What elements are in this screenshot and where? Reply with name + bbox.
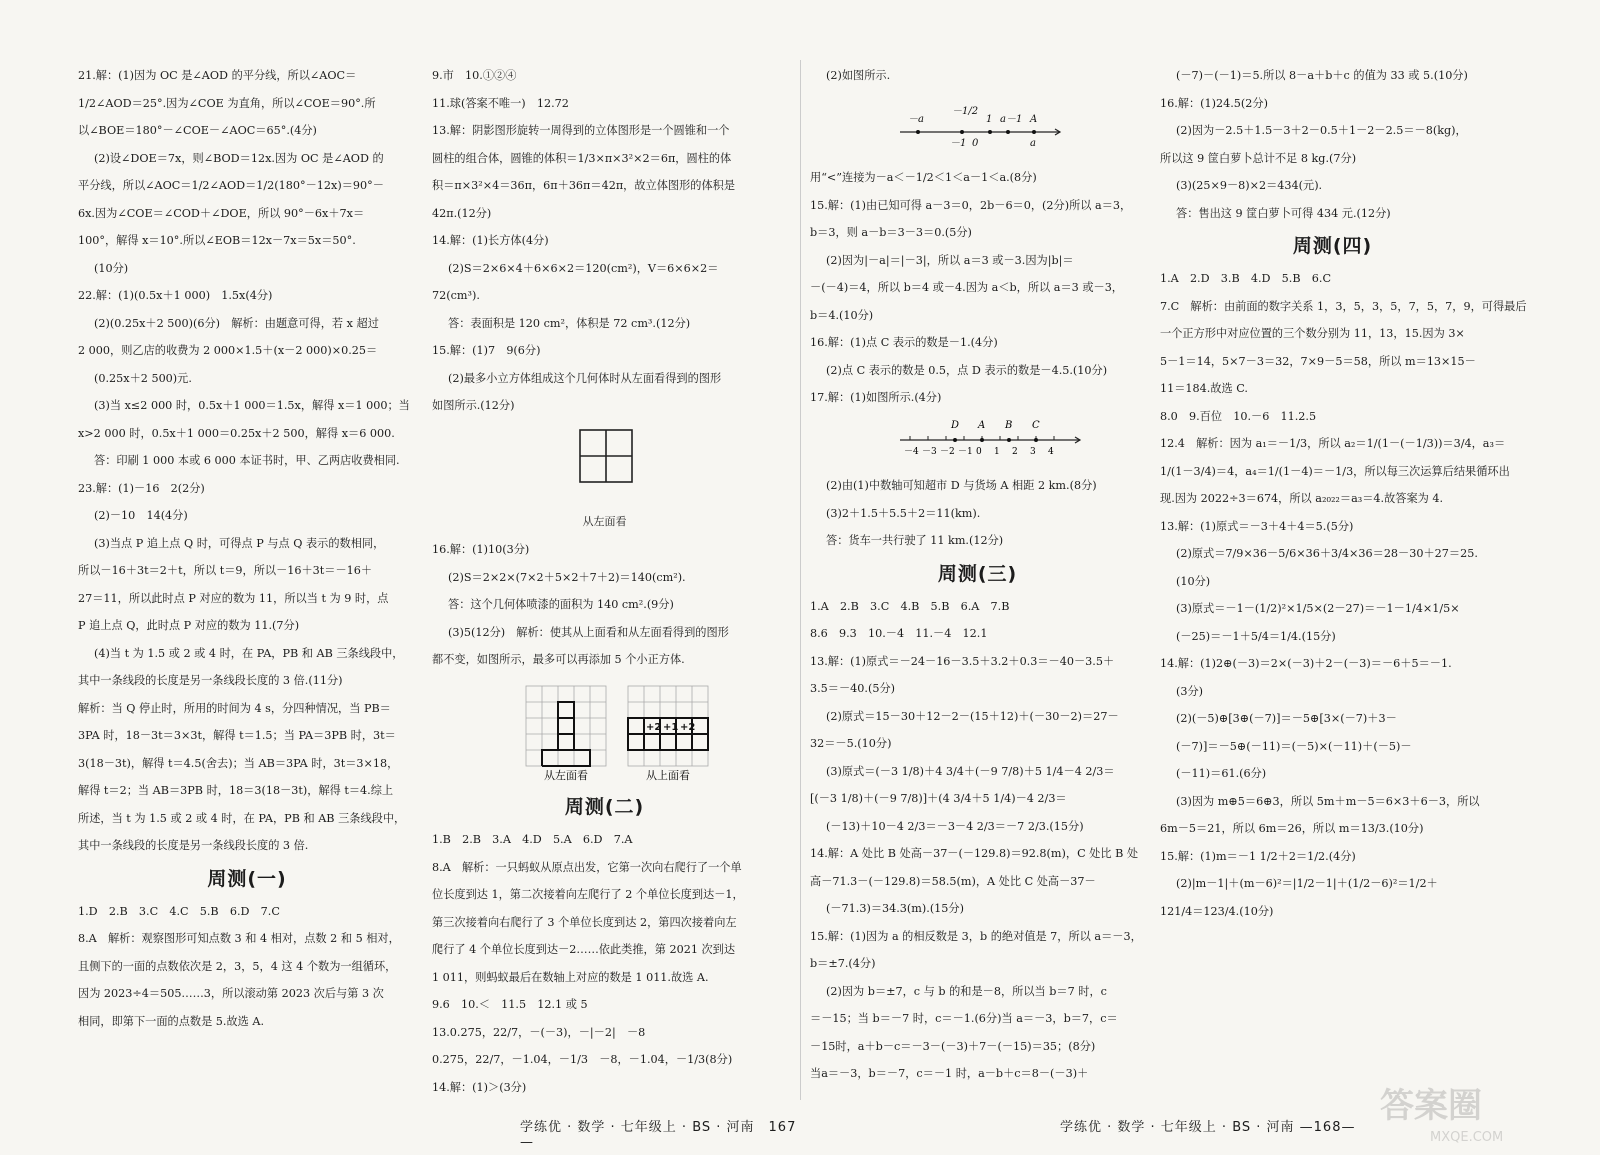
caption-left-view: 从左面看 (544, 768, 588, 782)
answer-line: 位长度到达 1，第二次接着向左爬行了 2 个单位长度到达－1， (432, 888, 744, 901)
answer-line: 1.B 2.B 3.A 4.D 5.A 6.D 7.A (432, 833, 633, 846)
answer-line: x>2 000 时，0.5x＋1 000＝0.25x＋2 500，解得 x＝6 000. (78, 426, 395, 440)
answer-line: 23.解：(1)－16 2(2分) (78, 481, 205, 495)
answer-line: 所述，当 t 为 1.5 或 2 或 4 时，在 PA，PB 和 AB 三条线段中， (78, 811, 406, 825)
answer-line: (2)S＝2×6×4＋6×6×2＝120(cm²)，V＝6×6×2＝ (448, 261, 719, 275)
answer-line: 12.4 解析：因为 a₁＝－1/3，所以 a₂＝1/(1－(－1/3))＝3/4，a₃＝ (1160, 437, 1506, 450)
nl2-point-label: B (1005, 419, 1013, 431)
answer-line: 7.C 解析：由前面的数字关系 1，3，5，3，5，7，5，7，9，可得最后 (1160, 299, 1527, 313)
answer-line: (－25)＝－1＋5/4＝1/4.(15分) (1176, 629, 1336, 643)
answer-line: (2)因为－2.5＋1.5－3＋2－0.5＋1－2－2.5＝－8(kg)， (1176, 124, 1467, 137)
nl1-tick-0: 0 (972, 137, 979, 149)
answer-line: (2)如图所示. (826, 69, 891, 82)
answer-line: (3)当 x≤2 000 时，0.5x＋1 000＝1.5x，解得 x＝1 000；当 (94, 399, 410, 412)
answer-line: 27＝11，所以此时点 P 对应的数为 11，所以当 t 为 9 时，点 (78, 591, 389, 605)
answer-line: (3)因为 m⊕5＝6⊕3，所以 5m＋m－5＝6×3＋6－3，所以 (1176, 794, 1480, 808)
answer-line: 积＝π×3²×4＝36π，6π＋36π＝42π，故立体图形的体积是 (432, 179, 736, 192)
answer-line: 都不变，如图所示，最多可以再添加 5 个小正方体. (432, 653, 685, 666)
answer-line: 1 011，则蚂蚁最后在数轴上对应的数是 1 011.故选 A. (432, 970, 709, 984)
answer-line: 当a＝－3，b＝－7，c＝－1 时，a－b＋c＝8－(－3)＋ (810, 1067, 1089, 1080)
answer-line: (2)－10 14(4分) (94, 509, 188, 522)
answer-line: (3)(25×9－8)×2＝434(元). (1176, 179, 1323, 192)
answer-lines-week-4 (1160, 265, 1527, 925)
nl2-tick-label: 0 (976, 446, 982, 457)
nl2-point (953, 438, 957, 442)
section-heading-week-4: 周测(四) (1292, 235, 1373, 257)
answer-lines (1160, 62, 1505, 227)
answer-line: (3)2＋1.5＋5.5＋2＝11(km). (826, 506, 981, 520)
answer-line: ＝－15；当 b＝－7 时，c＝－1.(6分)当 a＝－3，b＝7，c＝ (810, 1012, 1118, 1025)
answer-lines (432, 62, 777, 420)
answer-line: 所以－16＋3t＝2＋t，所以 t＝9，所以－16＋3t＝－16＋ (78, 564, 373, 577)
label-plus-1: +1 (663, 721, 679, 733)
answer-line: (－11)＝61.(6分) (1176, 767, 1267, 780)
nl2-tick-label: －3 (922, 446, 937, 457)
answer-line: 42π.(12分) (432, 206, 492, 220)
nl2-tick-label: －2 (940, 446, 955, 457)
answer-line: (3)5(12分) 解析：使其从上面看和从左面看得到的图形 (448, 625, 729, 639)
answer-line: (2)S＝2×2×(7×2＋5×2＋7＋2)＝140(cm²). (448, 570, 686, 584)
answer-line: 如图所示.(12分) (432, 399, 515, 412)
answer-line: 8.0 9.百位 10.－6 11.2.5 (1160, 409, 1317, 423)
answer-line: (2)(0.25x＋2 500)(6分) 解析：由题意可得，若 x 超过 (94, 316, 379, 330)
nl2-tick-label: －4 (904, 446, 919, 457)
answer-line: 21.解：(1)因为 OC 是∠AOD 的平分线，所以∠AOC＝ (78, 69, 357, 82)
answer-line: 相同，即第下一面的点数是 5.故选 A. (78, 1014, 265, 1028)
number-line-figure-1 (810, 90, 1145, 154)
answer-line: [(－3 1/8)＋(－9 7/8)]＋(4 3/4＋5 1/4)－4 2/3＝ (810, 792, 1067, 805)
section-heading-week-1: 周测(一) (207, 867, 287, 890)
answer-line: (－71.3)＝34.3(m).(15分) (826, 902, 964, 915)
nl2-point-label: A (978, 419, 986, 431)
nl2-point (980, 438, 984, 442)
answer-line: b＝4.(10分) (810, 308, 874, 322)
answer-line: －(－4)＝4，所以 b＝4 或－4.因为 a＜b，所以 a＝3 或－3， (810, 281, 1123, 294)
answer-line: 现.因为 2022÷3＝674，所以 a₂₀₂₂＝a₃＝4.故答案为 4. (1160, 492, 1444, 505)
caption-top-view: 从上面看 (646, 768, 690, 782)
answer-lines-week-1 (78, 898, 416, 1036)
answer-line: 0.275，22/7，－1.04，－1/3 －8，－1.04，－1/3(8分) (432, 1053, 733, 1066)
answer-line: 11.球(答案不唯一) 12.72 (432, 96, 569, 110)
added-cubes-figure (432, 680, 777, 782)
answer-line: 15.解：(1)因为 a 的相反数是 3，b 的绝对值是 7，所以 a＝－3， (810, 929, 1142, 943)
answer-line: 16.解：(1)点 C 表示的数是－1.(4分) (810, 336, 998, 349)
right-page (800, 0, 1600, 1155)
answer-lines (432, 536, 777, 674)
answer-line: 5－1＝14，5×7－3＝32，7×9－5＝58，所以 m＝13×15－ (1160, 354, 1476, 368)
nl2-tick-label: 4 (1048, 446, 1054, 457)
answer-line: 16.解：(1)24.5(2分) (1160, 96, 1268, 110)
answer-lines (810, 62, 1145, 90)
answer-line: (－13)＋10－4 2/3＝－3－4 2/3＝－7 2/3.(15分) (826, 819, 1084, 833)
section-heading-week-3: 周测(三) (937, 562, 1018, 585)
answer-line: 8.A 解析：一只蚂蚁从原点出发，它第一次向右爬行了一个单 (432, 860, 742, 874)
answer-line: 答：这个几何体喷漆的面积为 140 cm².(9分) (448, 598, 674, 611)
answer-line: P 追上点 Q，此时点 P 对应的数为 11.(7分) (78, 619, 300, 632)
answer-lines (78, 62, 416, 860)
answer-line: 16.解：(1)10(3分) (432, 543, 530, 556)
nl2-tick-label: 3 (1030, 446, 1036, 457)
answer-line: 其中一条线段的长度是另一条线段长度的 3 倍.(11分) (78, 674, 343, 687)
answer-line: 15.解：(1)7 9(6分) (432, 344, 541, 357)
answer-line: 22.解：(1)(0.5x＋1 000) 1.5x(4分) (78, 289, 273, 302)
nl2-tick-label: 1 (994, 446, 1000, 457)
answer-line: 1.A 2.B 3.C 4.B 5.B 6.A 7.B (810, 599, 1010, 613)
answer-line: 答：印刷 1 000 本或 6 000 本证书时，甲、乙两店收费相同. (94, 454, 400, 467)
answer-line: 72(cm³). (432, 289, 480, 302)
answer-line: 100°，解得 x＝10°.所以∠EOB＝12x－7x＝5x＝50°. (78, 234, 356, 247)
answer-line: 解析：当 Q 停止时，所用的时间为 4 s，分四种情况，当 PB＝ (78, 701, 391, 715)
answer-line: 6x.因为∠COE＝∠COD＋∠DOE，所以 90°－6x＋7x＝ (78, 206, 365, 220)
nl1-tick-a: a (1030, 137, 1036, 149)
answer-line: 第三次接着向右爬行了 3 个单位长度到达 2，第四次接着向左 (432, 915, 737, 929)
figure-views-pair (432, 680, 777, 783)
left-view-grid-figure (432, 426, 777, 504)
answer-line: (3分) (1176, 684, 1204, 698)
answer-line: (2)因为|－a|＝|－3|，所以 a＝3 或－3.因为|b|＝ (826, 253, 1074, 267)
answer-line: 平分线，所以∠AOC＝1/2∠AOD＝1/2(180°－12x)＝90°－ (78, 179, 384, 192)
answer-line: (3)原式＝－1－(1/2)²×1/5×(2－27)＝－1－1/4×1/5× (1176, 602, 1460, 615)
figure-left-view (432, 426, 777, 531)
answer-line: 3PA 时，18－3t＝3×3t，解得 t＝1.5；当 PA＝3PB 时，3t＝ (78, 729, 396, 742)
answer-line: (2)最多小立方体组成这个几何体时从左面看得到的图形 (448, 371, 722, 385)
answer-line: 14.解：(1)长方体(4分) (432, 234, 549, 247)
answer-line: 答：售出这 9 筐白萝卜可得 434 元.(12分) (1176, 206, 1391, 220)
nl1-label-neg-half: －1/2 (952, 105, 979, 117)
answer-line: (10分) (1176, 574, 1211, 588)
nl2-point (1034, 438, 1038, 442)
answer-line: 13.解：(1)原式＝－24－16－3.5＋3.2＋0.3＝－40－3.5＋ (810, 654, 1115, 668)
answer-line: 爬行了 4 个单位长度到达－2……依此类推，第 2021 次到达 (432, 943, 736, 956)
answer-line: (2)(－5)⊕[3⊕(－7)]＝－5⊕[3×(－7)＋3－ (1176, 712, 1397, 725)
answer-line: 1/2∠AOD＝25°.因为∠COE 为直角，所以∠COE＝90°.所 (78, 96, 376, 110)
watermark-main-text: 答案圈 (1380, 1086, 1482, 1126)
left-column-1 (78, 62, 416, 1035)
answer-line: 3.5＝－40.(5分) (810, 682, 895, 695)
nl2-point (1007, 438, 1011, 442)
answer-line: 6m－5＝21，所以 6m＝26，所以 m＝13/3.(10分) (1160, 822, 1424, 835)
answer-line: 121/4＝123/4.(10分) (1160, 904, 1274, 918)
answer-line: 且侧下的一面的点数依次是 2，3，5，4 这 4 个数为一组循环， (78, 959, 397, 973)
section-heading-week-2: 周测(二) (564, 796, 645, 818)
answer-line: 高－71.3－(－129.8)＝58.5(m)，A 处比 C 处高－37－ (810, 874, 1096, 888)
answer-line: 1.A 2.D 3.B 4.D 5.B 6.C (1160, 272, 1332, 285)
answer-line: 一个正方形中对应位置的三个数分别为 11，13，15.因为 3× (1160, 327, 1465, 340)
answer-line: 所以这 9 筐白萝卜总计不足 8 kg.(7分) (1160, 151, 1357, 165)
answer-line: (2)原式＝7/9×36－5/6×36＋3/4×36＝28－30＋27＝25. (1176, 547, 1478, 560)
page-footer-right: 学练优 · 数学 · 七年级上 · BS · 河南 —168— (1060, 1120, 1356, 1135)
answer-line: (2)点 C 表示的数是 0.5，点 D 表示的数是－4.5.(10分) (826, 363, 1108, 377)
answer-line: 17.解：(1)如图所示.(4分) (810, 391, 942, 404)
figure-caption: 从左面看 (582, 515, 627, 528)
nl1-label-one: 1 (986, 113, 993, 125)
answer-line: 圆柱的组合体，圆锥的体积＝1/3×π×3²×2＝6π，圆柱的体 (432, 151, 732, 165)
answer-line: (2)原式＝15－30＋12－2－(15＋12)＋(－30－2)＝27－ (826, 709, 1119, 723)
answer-line: 14.解：A 处比 B 处高－37－(－129.8)＝92.8(m)，C 处比 B 处 (810, 847, 1139, 860)
answer-line: 其中一条线段的长度是另一条线段长度的 3 倍. (78, 839, 309, 852)
answer-line: 3(18－3t)，解得 t＝4.5(舍去)；当 AB＝3PA 时，3t＝3×18， (78, 756, 399, 770)
answer-line: 13.0.275，22/7，－(－3)，－|－2| －8 (432, 1025, 646, 1039)
nl2-tick-label: －1 (958, 446, 973, 457)
answer-line: 以∠BOE＝180°－∠COE－∠AOC＝65°.(4分) (78, 124, 317, 137)
number-line-figure-2 (810, 412, 1145, 462)
answer-line: (2)因为 b＝±7，c 与 b 的和是－8，所以当 b＝7 时，c (826, 984, 1107, 998)
answer-line: (4)当 t 为 1.5 或 2 或 4 时，在 PA，PB 和 AB 三条线段中， (94, 646, 404, 660)
answer-lines-week-3 (810, 593, 1145, 1088)
answer-line: 1/(1－3/4)＝4，a₄＝1/(1－4)＝－1/3，所以每三次运算后结果循环出 (1160, 464, 1510, 478)
label-plus-2-a: +2 (646, 721, 662, 733)
answer-line: 9.市 10.①②④ (432, 69, 517, 82)
answer-line: (－7)]＝－5⊕(－11)＝(－5)×(－11)＋(－5)－ (1176, 739, 1412, 753)
watermark-logo (1370, 1077, 1570, 1147)
answer-line: 用“<”连接为－a＜－1/2＜1＜a－1＜a.(8分) (810, 171, 1037, 184)
nl2-point-label: D (951, 419, 960, 431)
answer-line: 13.解：阴影图形旋转一周得到的立体图形是一个圆锥和一个 (432, 124, 730, 137)
nl1-label-a-minus-1: a－1 (1000, 113, 1023, 125)
answer-line: 9.6 10.＜ 11.5 12.1 或 5 (432, 998, 588, 1011)
answer-line: 答：货车一共行驶了 11 km.(12分) (826, 534, 1004, 547)
answer-lines-week-2 (432, 826, 777, 1101)
answer-line: (2)由(1)中数轴可知超市 D 与货场 A 相距 2 km.(8分) (826, 479, 1097, 492)
answer-line: －15时，a＋b－c＝－3－(－3)＋7－(－15)＝35；(8分) (810, 1039, 1096, 1053)
answer-lines (810, 472, 1145, 555)
answer-line: b＝3，则 a－b＝3－3＝0.(5分) (810, 226, 972, 239)
answer-line: (－7)－(－1)＝5.所以 8－a＋b＋c 的值为 33 或 5.(10分) (1176, 69, 1468, 82)
nl1-label-A: A (1030, 113, 1038, 125)
answer-line: 答：表面积是 120 cm²，体积是 72 cm³.(12分) (448, 316, 691, 330)
answer-line: 8.A 解析：观察图形可知点数 3 和 4 相对，点数 2 和 5 相对， (78, 932, 400, 945)
answer-line: (10分) (94, 261, 129, 275)
answer-line: 15.解：(1)由已知可得 a－3＝0，2b－6＝0，(2分)所以 a＝3， (810, 198, 1132, 212)
answer-line: (0.25x＋2 500)元. (94, 371, 192, 385)
answer-lines (810, 164, 1145, 412)
right-column-2 (1160, 62, 1527, 925)
nl1-tick-neg-1: －1 (950, 137, 967, 149)
answer-line: 13.解：(1)原式＝－3＋4＋4＝5.(5分) (1160, 519, 1354, 533)
nl2-point-label: C (1032, 419, 1040, 431)
answer-line: (2)设∠DOE＝7x，则∠BOD＝12x.因为 OC 是∠AOD 的 (94, 151, 384, 165)
nl2-tick-label: 2 (1012, 446, 1018, 457)
answer-line: (3)原式＝(－3 1/8)＋4 3/4＋(－9 7/8)＋5 1/4－4 2/3＝ (826, 764, 1115, 778)
answer-line: 解得 t＝2；当 AB＝3PB 时，18＝3(18－3t)，解得 t＝4.综上 (78, 784, 394, 797)
answer-line: 14.解：(1)2⊕(－3)＝2×(－3)＋2－(－3)＝－6＋5＝－1. (1160, 657, 1452, 670)
right-column-1 (810, 62, 1145, 1088)
answer-line: 15.解：(1)m＝－1 1/2＋2＝1/2.(4分) (1160, 849, 1356, 863)
answer-line: 因为 2023÷4＝505……3，所以滚动第 2023 次后与第 3 次 (78, 987, 384, 1000)
page-footer-left: 学练优 · 数学 · 七年级上 · BS · 河南 167— (520, 1120, 797, 1150)
answer-line: 14.解：(1)＞(3分) (432, 1080, 527, 1094)
nl1-label-neg-a: －a (908, 113, 924, 125)
label-plus-2-b: +2 (680, 721, 696, 733)
answer-line: b＝±7.(4分) (810, 957, 876, 970)
answer-line: 2 000，则乙店的收费为 2 000×1.5＋(x－2 000)×0.25＝ (78, 344, 378, 357)
answer-line: 11＝184.故选 C. (1160, 382, 1248, 395)
left-column-2 (432, 62, 777, 1101)
answer-line: (2)|m－1|＋(m－6)²＝|1/2－1|＋(1/2－6)²＝1/2＋ (1176, 877, 1438, 890)
answer-line: 32＝－5.(10分) (810, 737, 892, 750)
watermark-url: MXQE.COM (1430, 1130, 1504, 1145)
answer-line: 8.6 9.3 10.－4 11.－4 12.1 (810, 627, 988, 640)
answer-line: 1.D 2.B 3.C 4.C 5.B 6.D 7.C (78, 904, 280, 918)
answer-line: (3)当点 P 追上点 Q 时，可得点 P 与点 Q 表示的数相同， (94, 536, 385, 550)
